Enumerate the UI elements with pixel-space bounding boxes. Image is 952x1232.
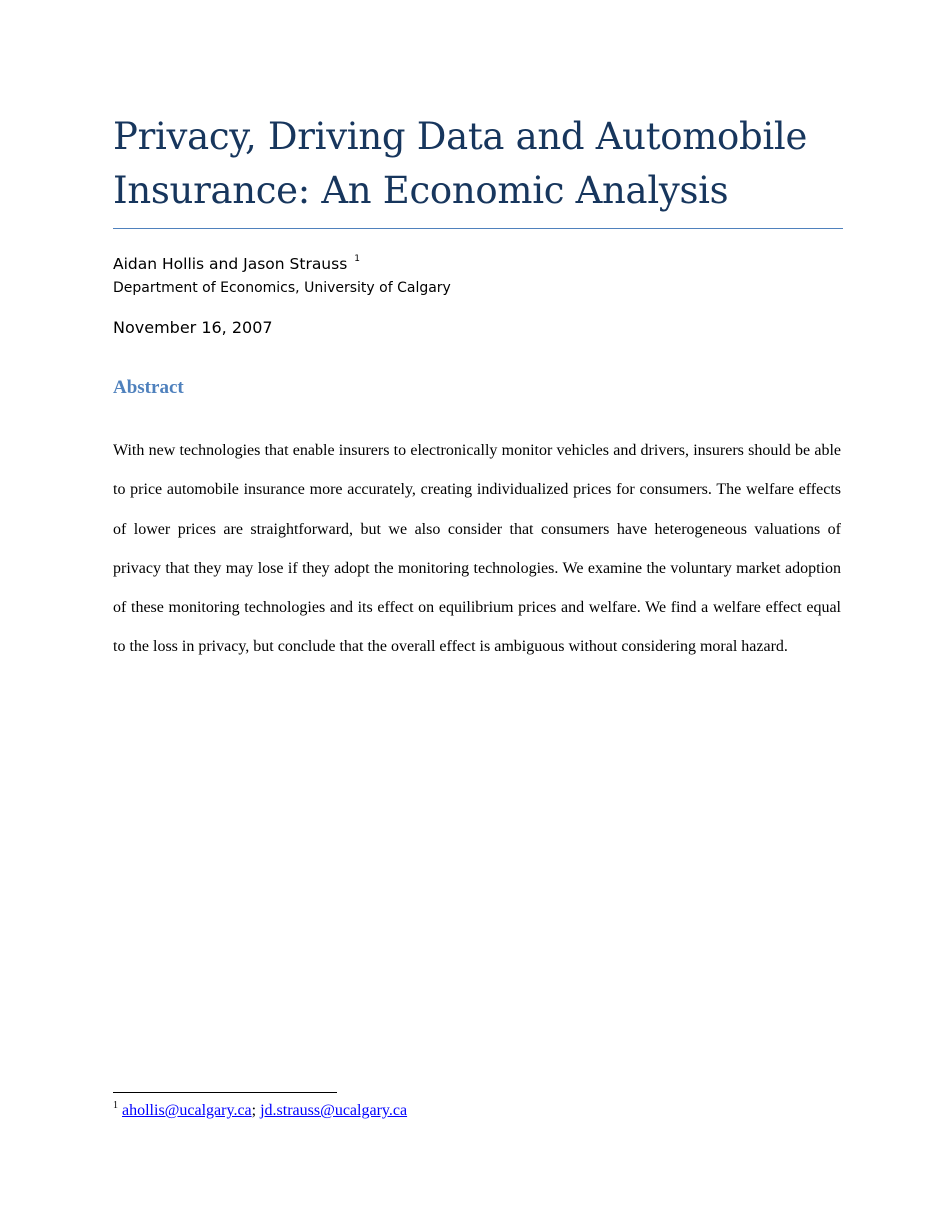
abstract-text: With new technologies that enable insurers to electronically monitor vehicles and drivers, insurers should be able to price automobile insurance more accurately, creating individualized prices for consumers. The welfare effects of lower prices are straightforward, but we also consider that consumers have heterogeneous valuations of privacy that they may lose if they adopt the monitoring technologies. We examine the voluntary market adoption of these monitoring technologies and its effect on equilibrium prices and welfare. We find a welfare effect equal to the loss in privacy, but conclude that the overall effect is ambiguous without considering moral hazard. [113,442,841,656]
title-divider [113,228,843,229]
email-link-strauss[interactable]: jd.strauss@ucalgary.ca [260,1102,408,1119]
footnote-separator: ; [251,1102,257,1119]
affiliation: Department of Economics, University of Calgary [113,280,451,296]
author-footnote-mark[interactable]: 1 [354,254,360,264]
email-link-hollis[interactable]: ahollis@ucalgary.ca [122,1102,252,1119]
abstract-heading: Abstract [113,377,184,398]
footnote [113,1100,407,1120]
publication-date: November 16, 2007 [113,318,273,337]
paper-title: Privacy, Driving Data and Automobile Insurance: An Economic Analysis [113,115,808,212]
author-line [113,254,360,273]
footnote-mark: 1 [113,1100,118,1111]
authors: Aidan Hollis and Jason Strauss [113,255,348,273]
footnote-divider [113,1092,337,1093]
